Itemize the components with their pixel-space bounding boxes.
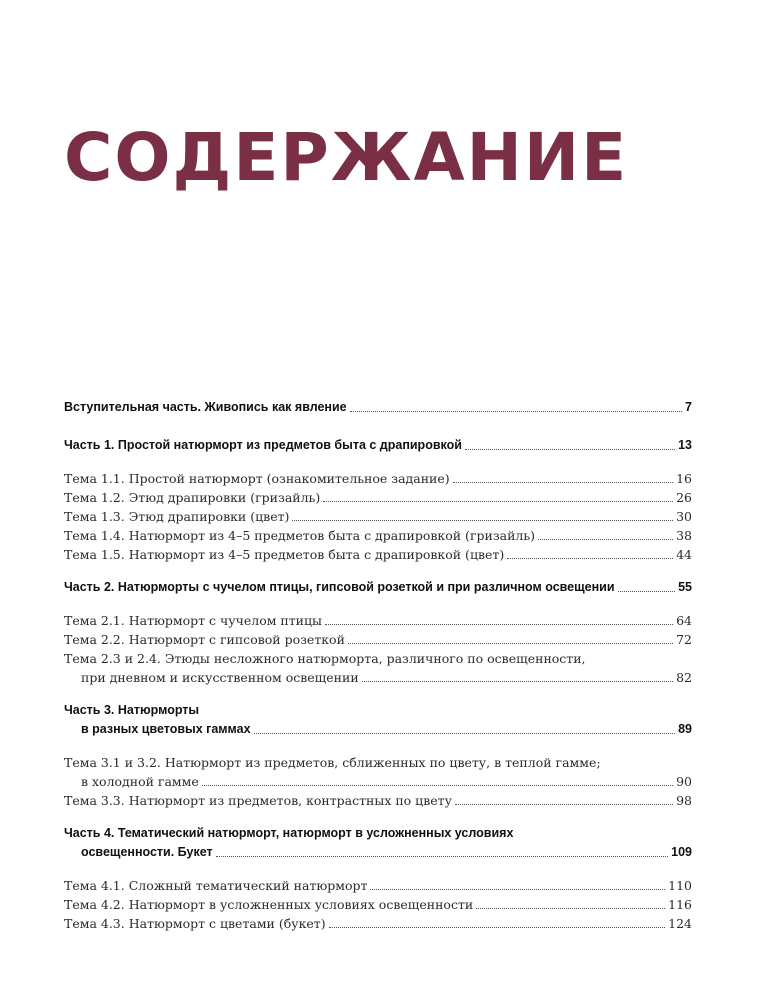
toc-entry-label: Тема 2.1. Натюрморт с чучелом птицы bbox=[64, 613, 322, 628]
dot-leader bbox=[618, 590, 676, 592]
toc-page-number: 89 bbox=[678, 722, 692, 736]
toc-entry-part-2[interactable] bbox=[64, 578, 692, 597]
toc-page-number: 124 bbox=[668, 916, 692, 931]
toc-page-number: 55 bbox=[678, 580, 692, 594]
toc-entry-intro[interactable] bbox=[64, 398, 692, 417]
toc-entry-theme-4-3[interactable] bbox=[64, 914, 692, 933]
dot-leader bbox=[325, 623, 673, 625]
toc-entry-part-4-line-1[interactable]: Часть 4. Тематический натюрморт, натюрморт в усложненных условиях bbox=[64, 826, 514, 840]
toc-entry-label: Тема 3.3. Натюрморт из предметов, контрастных по цвету bbox=[64, 793, 452, 808]
dot-leader bbox=[362, 680, 673, 682]
toc-entry-label: в холодной гамме bbox=[81, 774, 199, 789]
toc-page-number: 30 bbox=[676, 509, 692, 524]
toc-entry-theme-1-4[interactable] bbox=[64, 526, 692, 545]
toc-entry-part-3[interactable] bbox=[64, 720, 692, 739]
toc-page-number: 13 bbox=[678, 438, 692, 452]
toc-entry-label: в разных цветовых гаммах bbox=[81, 722, 251, 736]
dot-leader bbox=[370, 888, 665, 890]
toc-entry-theme-4-1[interactable] bbox=[64, 876, 692, 895]
toc-entry-part-4[interactable] bbox=[64, 843, 692, 862]
toc-entry-label: Часть 1. Простой натюрморт из предметов быта с драпировкой bbox=[64, 438, 462, 452]
toc-page-number: 44 bbox=[676, 547, 692, 562]
toc-entry-label: Вступительная часть. Живопись как явление bbox=[64, 400, 347, 414]
dot-leader bbox=[254, 732, 676, 734]
toc-entry-theme-2-1[interactable] bbox=[64, 611, 692, 630]
toc-page-number: 116 bbox=[668, 897, 692, 912]
toc-entry-label: Тема 4.2. Натюрморт в усложненных условиях освещенности bbox=[64, 897, 474, 912]
dot-leader bbox=[348, 642, 673, 644]
toc-page-number: 82 bbox=[676, 670, 692, 685]
page-title: СОДЕРЖАНИЕ bbox=[64, 119, 629, 196]
dot-leader bbox=[292, 519, 673, 521]
toc-page-number: 72 bbox=[676, 632, 692, 647]
toc-entry-label: Тема 1.5. Натюрморт из 4–5 предметов быта с драпировкой (цвет) bbox=[64, 547, 505, 562]
toc-entry-label: Тема 4.1. Сложный тематический натюрморт bbox=[64, 878, 368, 893]
dot-leader bbox=[329, 926, 666, 928]
toc-entry-theme-3-1-line-1[interactable]: Тема 3.1 и 3.2. Натюрморт из предметов, сближенных по цвету, в теплой гамме; bbox=[64, 755, 601, 770]
toc-page-number: 26 bbox=[676, 490, 692, 505]
dot-leader bbox=[476, 907, 665, 909]
dot-leader bbox=[350, 410, 682, 412]
toc-entry-label: Тема 1.1. Простой натюрморт (ознакомительное задание) bbox=[64, 471, 450, 486]
dot-leader bbox=[465, 448, 675, 450]
toc-page-number: 109 bbox=[671, 845, 692, 859]
toc-entry-theme-1-1[interactable] bbox=[64, 469, 692, 488]
dot-leader bbox=[538, 538, 673, 540]
toc-entry-label: Тема 1.4. Натюрморт из 4–5 предметов быта с драпировкой (гризайль) bbox=[64, 528, 536, 543]
toc-page-number: 98 bbox=[676, 793, 692, 808]
toc-entry-label: Тема 1.3. Этюд драпировки (цвет) bbox=[64, 509, 290, 524]
toc-entry-label: Тема 1.2. Этюд драпировки (гризайль) bbox=[64, 490, 321, 505]
toc-entry-label: освещенности. Букет bbox=[81, 845, 213, 859]
toc-entry-label: при дневном и искусственном освещении bbox=[81, 670, 359, 685]
toc-entry-theme-1-5[interactable] bbox=[64, 545, 692, 564]
dot-leader bbox=[507, 557, 673, 559]
toc-entry-label: Часть 2. Натюрморты с чучелом птицы, гипсовой розеткой и при различном освещении bbox=[64, 580, 615, 594]
toc-entry-label: Тема 2.2. Натюрморт с гипсовой розеткой bbox=[64, 632, 345, 647]
toc-entry-theme-2-3-line-1[interactable]: Тема 2.3 и 2.4. Этюды несложного натюрморта, различного по освещенности, bbox=[64, 651, 586, 666]
toc-page-number: 90 bbox=[676, 774, 692, 789]
toc-page-number: 110 bbox=[668, 878, 692, 893]
toc-page-number: 64 bbox=[676, 613, 692, 628]
dot-leader bbox=[453, 481, 673, 483]
toc-entry-theme-4-2[interactable] bbox=[64, 895, 692, 914]
toc-entry-label: Тема 4.3. Натюрморт с цветами (букет) bbox=[64, 916, 326, 931]
toc-entry-theme-2-2[interactable] bbox=[64, 630, 692, 649]
toc-page-number: 16 bbox=[676, 471, 692, 486]
toc-entry-part-1[interactable] bbox=[64, 436, 692, 455]
toc-entry-theme-1-3[interactable] bbox=[64, 507, 692, 526]
toc-entry-theme-3-1[interactable] bbox=[64, 772, 692, 791]
toc-entry-theme-1-2[interactable] bbox=[64, 488, 692, 507]
toc-entry-theme-3-3[interactable] bbox=[64, 791, 692, 810]
toc-page-number: 7 bbox=[685, 400, 692, 414]
toc-entry-theme-2-3[interactable] bbox=[64, 668, 692, 687]
dot-leader bbox=[323, 500, 673, 502]
dot-leader bbox=[216, 855, 669, 857]
dot-leader bbox=[455, 803, 673, 805]
toc-entry-part-3-line-1[interactable]: Часть 3. Натюрморты bbox=[64, 703, 200, 717]
dot-leader bbox=[202, 784, 673, 786]
table-of-contents bbox=[64, 398, 692, 933]
toc-page-number: 38 bbox=[676, 528, 692, 543]
